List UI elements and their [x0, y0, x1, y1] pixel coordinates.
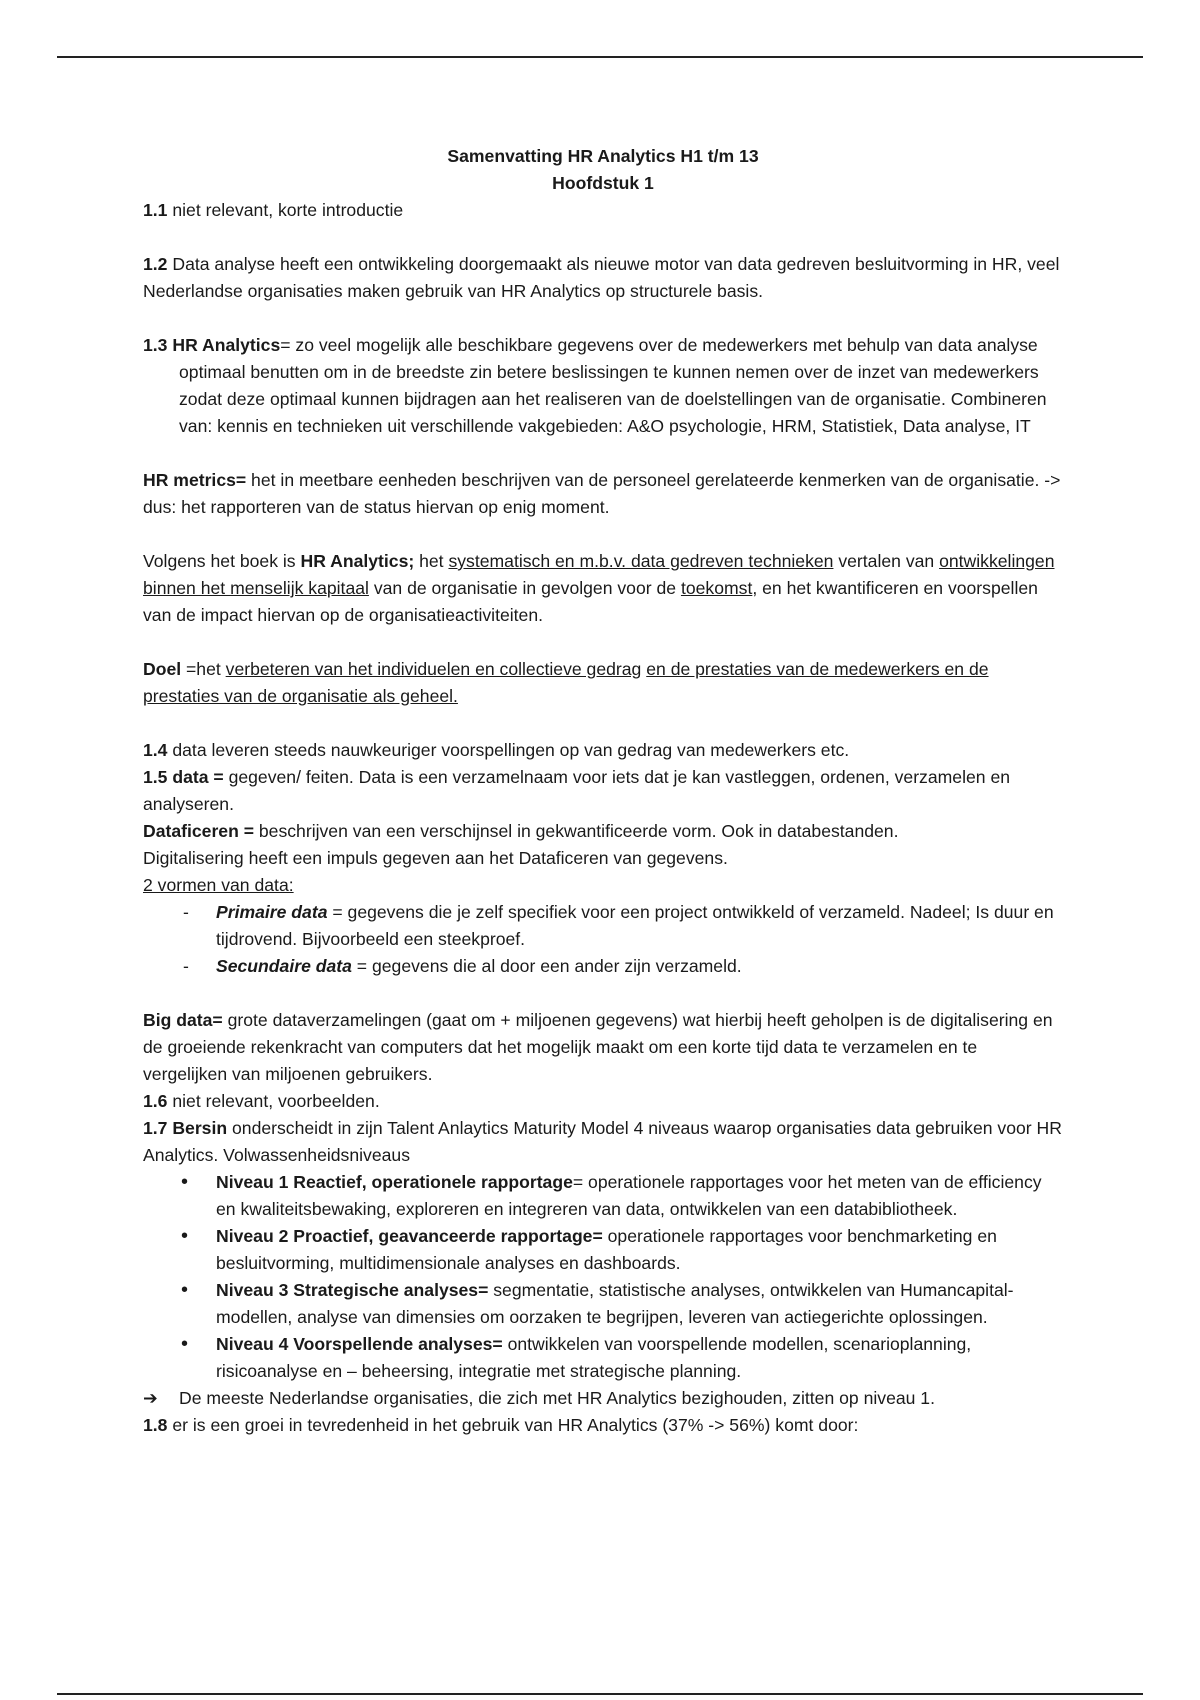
- section-1-1: 1.1 niet relevant, korte introductie: [143, 200, 404, 220]
- conclusion-line: ➔ De meeste Nederlandse organisaties, die zich met HR Analytics bezighouden, zitten op niveau 1.: [143, 1385, 1063, 1412]
- chapter-heading: Hoofdstuk 1: [552, 173, 654, 193]
- section-1-4: 1.4 data leveren steeds nauwkeuriger voorspellingen op van gedrag van medewerkers etc.: [143, 740, 850, 760]
- arrow-right-icon: ➔: [143, 1388, 158, 1408]
- list-item: • Niveau 2 Proactief, geavanceerde rapportage= operationele rapportages voor benchmarketing en besluitvorming, multidimensionale analyses en dashboards.: [143, 1223, 1063, 1277]
- bottom-rule: [57, 1693, 1143, 1695]
- section-1-6: 1.6 niet relevant, voorbeelden.: [143, 1091, 380, 1111]
- section-1-5: 1.5 data = gegeven/ feiten. Data is een verzamelnaam voor iets dat je kan vastleggen, ordenen, verzamelen en analyseren.: [143, 767, 1011, 814]
- big-data-definition: Big data= grote dataverzamelingen (gaat om + miljoenen gegevens) wat hierbij heeft geholpen is de digitalisering en de groeiende rekenkracht van computers dat het mogelijk maakt om een korte tijd data te verzamelen en te vergelijken van miljoenen gebruikers.: [143, 1010, 1053, 1084]
- list-item: • Niveau 4 Voorspellende analyses= ontwikkelen van voorspellende modellen, scenarioplanning, risicoanalyse en – beheersing, integratie met strategische planning.: [143, 1331, 1063, 1385]
- section-1-8: 1.8 er is een groei in tevredenheid in het gebruik van HR Analytics (37% -> 56%) komt door:: [143, 1415, 859, 1435]
- hr-metrics-definition: HR metrics= het in meetbare eenheden beschrijven van de personeel gerelateerde kenmerken van de organisatie. -> dus: het rapporteren van de status hiervan op enig moment.: [143, 470, 1061, 517]
- list-item: - Secundaire data = gegevens die al door een ander zijn verzameld.: [143, 953, 1063, 980]
- doel-definition: Doel =het verbeteren van het individuelen en collectieve gedrag en de prestaties van de medewerkers en de prestaties van de organisatie als geheel.: [143, 659, 989, 706]
- book-definition: Volgens het boek is HR Analytics; het systematisch en m.b.v. data gedreven technieken vertalen van ontwikkelingen binnen het menselijk kapitaal van de organisatie in gevolgen voor de toekomst, en het kwantificeren en voorspellen van de impact hiervan op de organisatieactiviteiten.: [143, 551, 1055, 625]
- digitalisering-note: Digitalisering heeft een impuls gegeven aan het Dataficeren van gegevens.: [143, 848, 728, 868]
- section-1-2: 1.2 Data analyse heeft een ontwikkeling doorgemaakt als nieuwe motor van data gedreven besluitvorming in HR, veel Nederlandse organisaties maken gebruik van HR Analytics op structurele basis.: [143, 254, 1060, 301]
- section-1-3: 1.3 HR Analytics= zo veel mogelijk alle beschikbare gegevens over de medewerkers met behulp van data analyse optimaal benutten om in de breedste zin betere beslissingen te kunnen nemen over de inzet van medewerkers zodat deze optimaal kunnen bijdragen aan het realiseren van de doelstellingen van de organisatie. Combineren van: kennis en technieken uit verschillende vakgebieden: A&O psychologie, HRM, Statistiek, Data analyse, IT: [143, 335, 1047, 436]
- section-1-7: 1.7 Bersin onderscheidt in zijn Talent Anlaytics Maturity Model 4 niveaus waarop organisaties data gebruiken voor HR Analytics. Volwassenheidsniveaus: [143, 1118, 1062, 1165]
- document-page: [143, 143, 1063, 1439]
- maturity-levels-list: [143, 1169, 1063, 1385]
- list-item: - Primaire data = gegevens die je zelf specifiek voor een project ontwikkeld of verzameld. Nadeel; Is duur en tijdrovend. Bijvoorbeeld een steekproef.: [143, 899, 1063, 953]
- document-title: Samenvatting HR Analytics H1 t/m 13: [447, 146, 759, 166]
- list-item: • Niveau 3 Strategische analyses= segmentatie, statistische analyses, ontwikkelen van Humancapital-modellen, analyse van dimensies om oorzaken te begrijpen, leveren van actiegerichte oplossingen.: [143, 1277, 1063, 1331]
- dataficeren-definition: Dataficeren = beschrijven van een verschijnsel in gekwantificeerde vorm. Ook in databestanden.: [143, 821, 899, 841]
- list-item: • Niveau 1 Reactief, operationele rapportage= operationele rapportages voor het meten van de efficiency en kwaliteitsbewaking, exploreren en integreren van data, ontwikkelen van een databibliotheek.: [143, 1169, 1063, 1223]
- top-rule: [57, 56, 1143, 58]
- data-forms-list: [143, 899, 1063, 980]
- data-forms-heading: 2 vormen van data:: [143, 875, 294, 895]
